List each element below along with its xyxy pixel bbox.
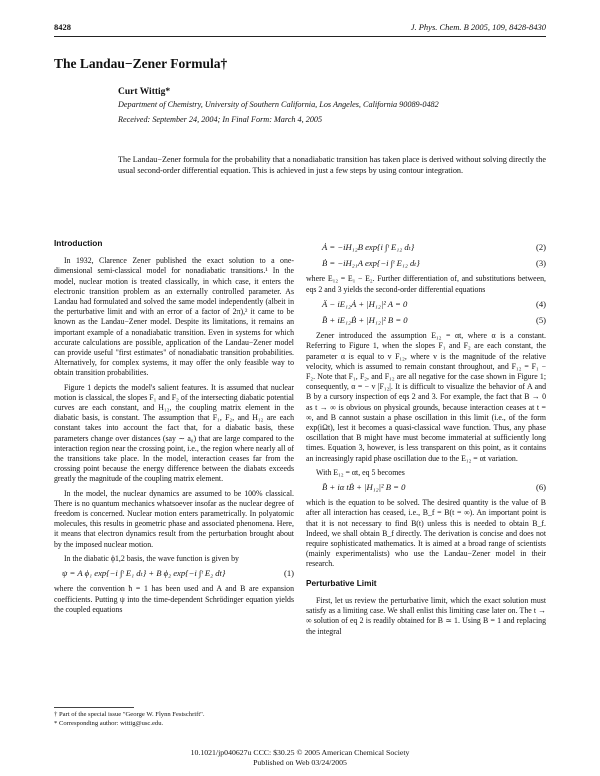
equation-2: [306, 242, 546, 252]
equation-number: (1): [283, 568, 294, 579]
article-title: The Landau−Zener Formula†: [54, 56, 228, 71]
footnote-corresponding-author: * Corresponding author: wittig@usc.edu.: [54, 719, 164, 727]
page-number: 8428: [54, 22, 71, 32]
doi-copyright-line: 10.1021/jp040627u CCC: $30.25 © 2005 American Chemical Society: [190, 748, 410, 757]
received-dates: Received: September 24, 2004; In Final Form: March 4, 2005: [118, 115, 323, 124]
right-column: [306, 238, 546, 641]
paragraph: which is the equation to be solved. The desired quantity is the value of B after all interaction has ceased, i.e., B_f = B(t = ∞). An important point is that it is not necessary to find B(t) unless this is needed to obtain B_f. Indeed, we shall obtain B_f directly. The derivation is concise and does not require sophisticated mathematics. It is aimed at a broad range of scientists (mainly experimentalists) who use the Landau−Zener model in their research.: [306, 498, 546, 569]
left-column: [54, 238, 294, 619]
paragraph: First, let us review the perturbative limit, which the exact solution must satisfy as a limiting case. We shall enlist this limiting case later on. The t → ∞ solution of eq 2 is readily obtained for B ≃ 1. Using B = 1 and replacing the integral: [306, 595, 546, 636]
paragraph: In the model, the nuclear dynamics are assumed to be 100% classical. There is no quantum mechanics whatsoever insofar as the nuclear degree of freedom is concerned. Nuclear motion enters parametrically. In polyatomic molecules, this results in geometric phase and associated phenomena. Here, it means that electron dynamics result from the perturbation brought about by the imposed nuclear motion.: [54, 488, 294, 549]
equation-number: (2): [535, 242, 546, 252]
equation-body: B̈ + iα tḂ + |H₁₂|² B = 0: [322, 482, 406, 493]
published-date: Published on Web 03/24/2005: [253, 758, 347, 767]
header-divider: [54, 36, 546, 37]
equation-body: Ḃ = −iH₂₁A exp{−i ∫ᵗ E₁₂ dₜ}: [322, 258, 420, 269]
equation-body: ψ = A ϕ₁ exp{−i ∫ᵗ E₁ dₜ} + B ϕ₂ exp{−i ∫ᵗ E₂ dt}: [62, 568, 226, 579]
equation-number: (5): [535, 315, 546, 326]
equation-number: (3): [535, 258, 546, 269]
equation-body: B̈ + iE₁₂Ḃ + |H₁₂|² B = 0: [322, 315, 408, 326]
equation-1: [54, 568, 294, 578]
equation-6: [306, 482, 546, 492]
paragraph: With E₁₂ = αt, eq 5 becomes: [316, 467, 405, 477]
equation-body: Ȧ = −iH₁₂B exp{i ∫ᵗ E₁₂ dₜ}: [322, 242, 415, 252]
equation-number: (4): [535, 298, 546, 309]
equation-number: (6): [535, 482, 546, 493]
paragraph: where the convention ħ = 1 has been used and A and B are expansion coefficients. Putting ψ into the time-dependent Schrödinger equation yields the coupled equations: [54, 584, 294, 614]
equation-3: [306, 258, 546, 268]
equation-5: [306, 315, 546, 325]
journal-citation: J. Phys. Chem. B 2005, 109, 8428-8430: [410, 22, 546, 32]
author-name: Curt Wittig*: [118, 87, 171, 97]
paragraph: In the diabatic ϕ1,2 basis, the wave function is given by: [64, 553, 239, 563]
equation-body: Ä − iE₁₂Ȧ + |H₁₂|² A = 0: [322, 298, 408, 309]
equation-4: [306, 299, 546, 309]
section-heading-introduction: Introduction: [54, 238, 103, 248]
paragraph: where E₁₂ = E₁ − E₂. Further differentiation of, and substitutions between, eqs 2 and 3 yields the second-order differential equations: [306, 274, 546, 294]
paragraph: Figure 1 depicts the model's salient features. It is assumed that nuclear motion is classical, the slopes F₁ and F₂ of the intersecting diabatic potential curves are each constant, and H₁₂, the coupling matrix element in the diabatic basis, is constant. The assumption that F₁, F₂, and H₁₂ are each constant takes into account the fact that, for a diabatic basis, these parameters change over distances (say ∼ a₀) that are large compared to the interaction region near the crossing point, i.e., the region where nearly all of the transitions take place. In the model, interaction ceases far from the crossing point because the energy difference between the diabats exceeds greatly the magnitude of the coupling matrix element.: [54, 382, 294, 484]
footnotes: [54, 711, 294, 728]
abstract: The Landau−Zener formula for the probability that a nonadiabatic transition has taken place is derived without solving directly the usual second-order differential equation. This is achieved in just a few steps by using contour integration.: [118, 155, 546, 176]
author-affiliation: Department of Chemistry, University of Southern California, Los Angeles, California 90089-0482: [118, 100, 439, 109]
paragraph: In 1932, Clarence Zener published the exact solution to a one-dimensional semi-classical model for nonadiabatic transitions.¹ In the model, nuclear motion is treated classically, in which case, it enters the electronic transition problem as an externally controlled parameter. As Landau had formulated and solved the same model independently (albeit in the perturbative limit and with an error of a factor of 2π),² it came to be known as the Landau−Zener model. Despite its limitations, it remains an important example of a nonadiabatic transition. Even in systems for which accurate calculations are possible, application of the Landau−Zener model can provide useful "first estimates" of nonadiabatic transition probabilities. Alternatively, for complex systems, it may offer the only feasible way to obtain transition probabilities.: [54, 256, 294, 378]
paragraph: Zener introduced the assumption E₁₂ = αt, where α is a constant. Referring to Figure 1, when the slopes F₁ and F₂ are each constant, the parameter α is equal to v F₁₂, where v is the magnitude of the relative velocity, which is assumed to remain constant throughout, and F₁₂ = F₁ − F₂. Note that F₁, F₂, and F₁₂ are all negative for the case shown in Figure 1; consequently, α = − v |F₁₂|. It is difficult to visualize the behavior of A and B by a cursory inspection of eqs 2 and 3. For example, the fact that B → 0 as t → ∞ is obvious on physical grounds, because interaction ceases at t = ∞, and B cannot sustain a phase oscillation in this limit (i.e., of the form exp(iΩt), lest it becomes a quasi-classical wave function. Thus, any phase oscillation that B might have must become immaterial at sufficiently long times. Equation 3, however, is less transparent on this point, as it contains an increasingly rapid phase oscillation due to the E₁₂ = αt variation.: [306, 331, 546, 463]
footnote-divider: [54, 707, 134, 708]
footnote-special-issue: † Part of the special issue "George W. Flynn Festschrift".: [54, 711, 205, 718]
section-heading-perturbative-limit: Perturbative Limit: [306, 577, 377, 588]
